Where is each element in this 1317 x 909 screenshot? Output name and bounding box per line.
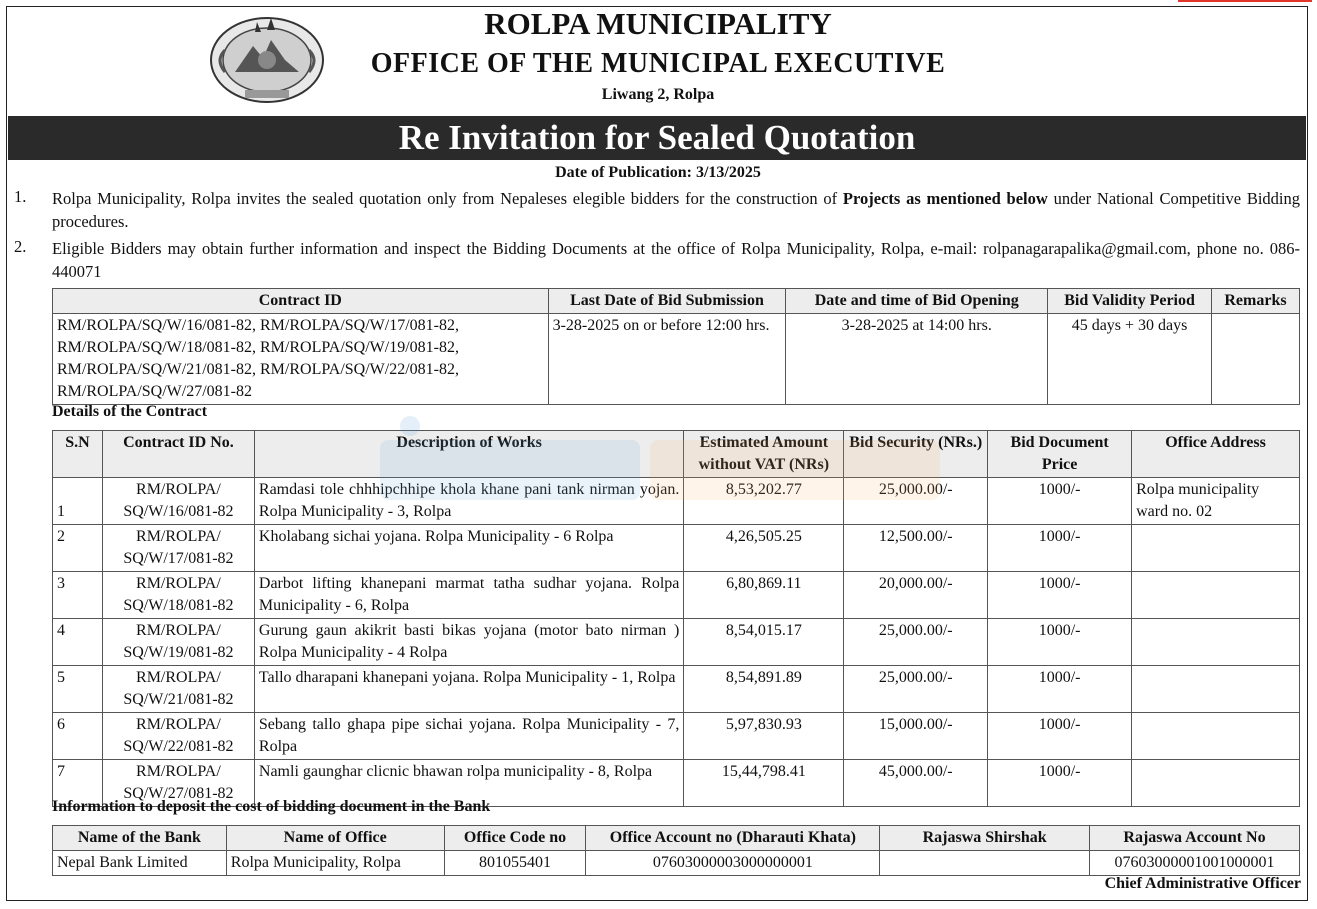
amount-cell: 5,97,830.93 bbox=[684, 713, 844, 760]
security-cell: 25,000.00/- bbox=[844, 666, 988, 713]
security-cell: 25,000.00/- bbox=[844, 478, 988, 525]
col-last-date: Last Date of Bid Submission bbox=[548, 289, 786, 314]
col-bid-validity: Bid Validity Period bbox=[1048, 289, 1212, 314]
amount-cell: 8,54,891.89 bbox=[684, 666, 844, 713]
sn-cell: 7 bbox=[53, 760, 103, 807]
col-description: Description of Works bbox=[254, 431, 684, 478]
contract-ids-cell: RM/ROLPA/SQ/W/16/081-82, RM/ROLPA/SQ/W/17/081-82, RM/ROLPA/SQ/W/18/081-82, RM/ROLPA/SQ/W/19/081-82, RM/ROLPA/SQ/W/21/081-82, RM/ROLPA/SQ/W/22/081-82, RM/ROLPA/SQ/W/27/081-82 bbox=[53, 314, 549, 405]
last-date-cell: 3-28-2025 on or before 12:00 hrs. bbox=[548, 314, 786, 405]
security-cell: 45,000.00/- bbox=[844, 760, 988, 807]
contract-id-cell: RM/ROLPA/ SQ/W/27/081-82 bbox=[102, 760, 254, 807]
col-rajaswa-account: Rajaswa Account No bbox=[1090, 826, 1300, 851]
contract-id-cell: RM/ROLPA/ SQ/W/19/081-82 bbox=[102, 619, 254, 666]
description-cell: Namli gaunghar clicnic bhawan rolpa municipality - 8, Rolpa bbox=[254, 760, 684, 807]
paragraph-1-text-b: under National Competitive Bidding procedures. bbox=[52, 189, 1300, 231]
office-cell bbox=[1132, 572, 1300, 619]
price-cell: 1000/- bbox=[988, 713, 1132, 760]
amount-cell: 8,54,015.17 bbox=[684, 619, 844, 666]
org-name: ROLPA MUNICIPALITY bbox=[484, 6, 832, 41]
paragraph-1-bold: Projects as mentioned below bbox=[842, 189, 1048, 208]
bank-row bbox=[53, 851, 1300, 876]
details-table bbox=[52, 430, 1300, 807]
bid-opening-cell: 3-28-2025 at 14:00 hrs. bbox=[786, 314, 1048, 405]
col-estimated-amount: Estimated Amount without VAT (NRs) bbox=[684, 431, 844, 478]
contract-id-cell: RM/ROLPA/ SQ/W/18/081-82 bbox=[102, 572, 254, 619]
description-cell: Tallo dharapani khanepani yojana. Rolpa Municipality - 1, Rolpa bbox=[254, 666, 684, 713]
col-remarks: Remarks bbox=[1211, 289, 1299, 314]
col-bank-name: Name of the Bank bbox=[53, 826, 227, 851]
paragraph-2: Eligible Bidders may obtain further information and inspect the Bidding Documents at the office of Rolpa Municipality, Rolpa, e-mail: rolpanagarapalika@gmail.com, phone no. 086-440071 bbox=[52, 239, 1300, 281]
office-cell bbox=[1132, 713, 1300, 760]
details-header-row bbox=[53, 431, 1300, 478]
col-office-name: Name of Office bbox=[226, 826, 444, 851]
description-cell: Gurung gaun akikrit basti bikas yojana (motor bato nirman ) Rolpa Municipality - 4 Rolpa bbox=[254, 619, 684, 666]
remarks-cell bbox=[1211, 314, 1299, 405]
col-office-address: Office Address bbox=[1132, 431, 1300, 478]
office-cell bbox=[1132, 619, 1300, 666]
office-account-cell: 07603000003000000001 bbox=[586, 851, 880, 876]
price-cell: 1000/- bbox=[988, 619, 1132, 666]
paragraph-1-number: 1. bbox=[14, 187, 27, 206]
price-cell: 1000/- bbox=[988, 525, 1132, 572]
sn-cell: 3 bbox=[53, 572, 103, 619]
col-bid-opening: Date and time of Bid Opening bbox=[786, 289, 1048, 314]
office-cell bbox=[1132, 760, 1300, 807]
office-cell bbox=[1132, 666, 1300, 713]
office-address: Liwang 2, Rolpa bbox=[601, 86, 715, 103]
table-row bbox=[53, 666, 1300, 713]
security-cell: 12,500.00/- bbox=[844, 525, 988, 572]
bid-validity-cell: 45 days + 30 days bbox=[1048, 314, 1212, 405]
table-row bbox=[53, 713, 1300, 760]
office-name-cell: Rolpa Municipality, Rolpa bbox=[226, 851, 444, 876]
price-cell: 1000/- bbox=[988, 572, 1132, 619]
contract-id-cell: RM/ROLPA/ SQ/W/21/081-82 bbox=[102, 666, 254, 713]
sn-cell: 6 bbox=[53, 713, 103, 760]
price-cell: 1000/- bbox=[988, 478, 1132, 525]
contract-id-cell: RM/ROLPA/ SQ/W/22/081-82 bbox=[102, 713, 254, 760]
security-cell: 15,000.00/- bbox=[844, 713, 988, 760]
col-rajaswa-shirshak: Rajaswa Shirshak bbox=[880, 826, 1090, 851]
description-cell: Sebang tallo ghapa pipe sichai yojana. Rolpa Municipality - 7, Rolpa bbox=[254, 713, 684, 760]
col-contract-id-no: Contract ID No. bbox=[102, 431, 254, 478]
bank-name-cell: Nepal Bank Limited bbox=[53, 851, 227, 876]
paragraph-2-number: 2. bbox=[14, 237, 27, 256]
office-code-cell: 801055401 bbox=[444, 851, 586, 876]
summary-table bbox=[52, 288, 1300, 405]
security-cell: 25,000.00/- bbox=[844, 619, 988, 666]
signatory: Chief Administrative Officer bbox=[1104, 875, 1301, 892]
description-cell: Darbot lifting khanepani marmat tatha sudhar yojana. Rolpa Municipality - 6, Rolpa bbox=[254, 572, 684, 619]
amount-cell: 6,80,869.11 bbox=[684, 572, 844, 619]
rajaswa-shirshak-cell bbox=[880, 851, 1090, 876]
description-cell: Ramdasi tole chhhipchhipe khola khane pani tank nirman yojan. Rolpa Municipality - 3, Rolpa bbox=[254, 478, 684, 525]
table-row bbox=[53, 619, 1300, 666]
amount-cell: 8,53,202.77 bbox=[684, 478, 844, 525]
amount-cell: 15,44,798.41 bbox=[684, 760, 844, 807]
top-accent-line bbox=[1178, 0, 1312, 2]
bank-table bbox=[52, 825, 1300, 876]
sn-cell: 1 bbox=[53, 478, 103, 525]
table-row bbox=[53, 525, 1300, 572]
contract-id-cell: RM/ROLPA/ SQ/W/17/081-82 bbox=[102, 525, 254, 572]
sn-cell: 2 bbox=[53, 525, 103, 572]
contract-id-cell: RM/ROLPA/ SQ/W/16/081-82 bbox=[102, 478, 254, 525]
summary-row bbox=[53, 314, 1300, 405]
summary-header-row bbox=[53, 289, 1300, 314]
price-cell: 1000/- bbox=[988, 666, 1132, 713]
sn-cell: 4 bbox=[53, 619, 103, 666]
col-office-code: Office Code no bbox=[444, 826, 586, 851]
publication-date: Date of Publication: 3/13/2025 bbox=[555, 164, 761, 181]
paragraph-1-text-a: Rolpa Municipality, Rolpa invites the sealed quotation only from Nepaleses elegible bidders for the construction of bbox=[52, 189, 843, 208]
bank-header-row bbox=[53, 826, 1300, 851]
amount-cell: 4,26,505.25 bbox=[684, 525, 844, 572]
col-office-account: Office Account no (Dharauti Khata) bbox=[586, 826, 880, 851]
details-title: Details of the Contract bbox=[52, 403, 208, 420]
security-cell: 20,000.00/- bbox=[844, 572, 988, 619]
table-row bbox=[53, 478, 1300, 525]
table-row bbox=[53, 572, 1300, 619]
office-cell bbox=[1132, 525, 1300, 572]
col-contract-id: Contract ID bbox=[53, 289, 549, 314]
col-sn: S.N bbox=[53, 431, 103, 478]
rajaswa-account-cell: 07603000001001000001 bbox=[1090, 851, 1300, 876]
col-bid-doc-price: Bid Document Price bbox=[988, 431, 1132, 478]
description-cell: Kholabang sichai yojana. Rolpa Municipality - 6 Rolpa bbox=[254, 525, 684, 572]
sn-cell: 5 bbox=[53, 666, 103, 713]
col-bid-security: Bid Security (NRs.) bbox=[844, 431, 988, 478]
bank-info-title: Information to deposit the cost of bidding document in the Bank bbox=[52, 798, 491, 815]
paragraph-1 bbox=[52, 187, 1300, 233]
office-cell: Rolpa municipality ward no. 02 bbox=[1132, 478, 1300, 525]
office-name: OFFICE OF THE MUNICIPAL EXECUTIVE bbox=[370, 48, 946, 79]
price-cell: 1000/- bbox=[988, 760, 1132, 807]
notice-title: Re Invitation for Sealed Quotation bbox=[8, 116, 1306, 160]
